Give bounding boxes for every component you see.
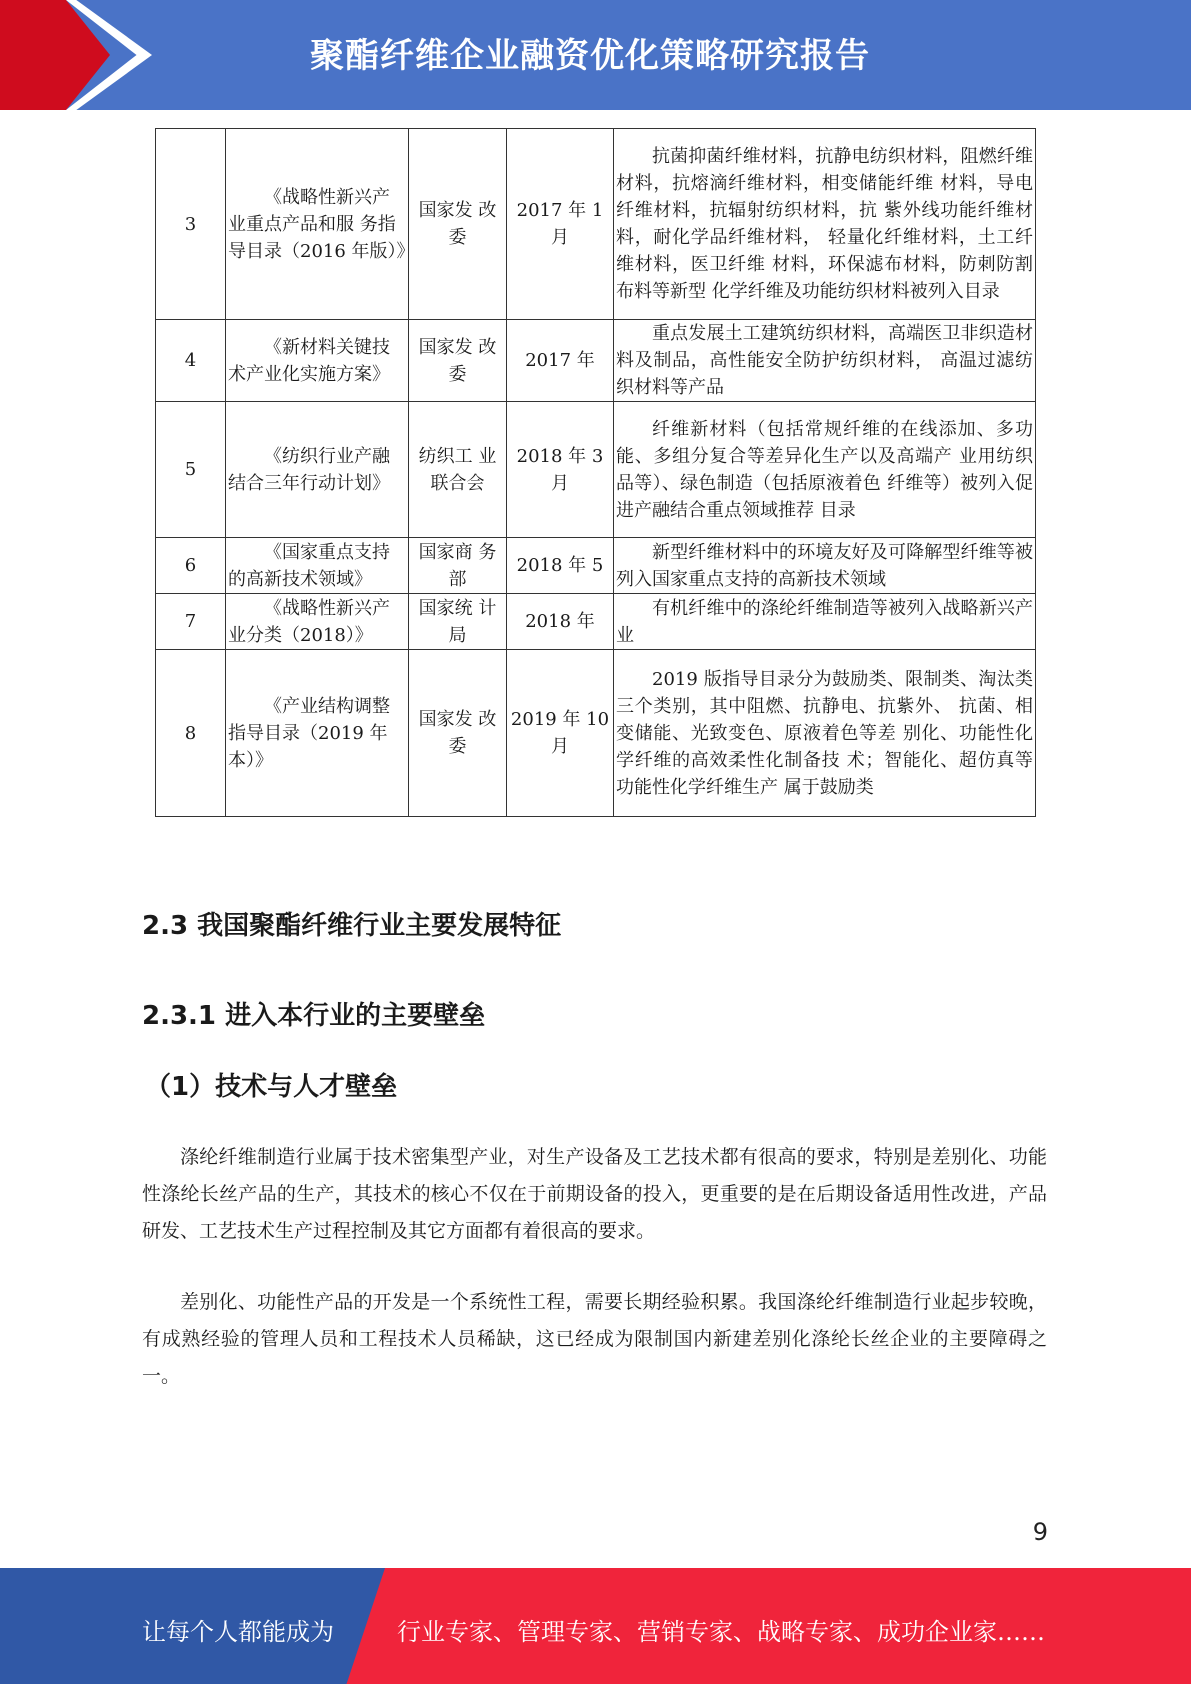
row-number: 6	[156, 538, 226, 594]
issuing-department: 国家发 改委	[409, 320, 507, 402]
report-title: 聚酯纤维企业融资优化策略研究报告	[310, 36, 870, 76]
policy-name: 《战略性新兴产业分类（2018）》	[226, 594, 409, 650]
page-header	[0, 0, 1191, 110]
issue-date: 2017 年 1 月	[507, 129, 614, 320]
issuing-department: 纺织工 业联合会	[409, 402, 507, 538]
table-row	[156, 402, 1036, 538]
row-number: 5	[156, 402, 226, 538]
issue-date: 2018 年 3 月	[507, 402, 614, 538]
policy-description: 2019 版指导目录分为鼓励类、限制类、淘汰类三个类别，其中阻燃、抗静电、抗紫外、 抗菌、相变储能、光致变色、原液着色等差 别化、功能性化学纤维的高效柔性化制备技 术；智能化、超仿真等功能性化学纤维生产 属于鼓励类	[614, 650, 1036, 817]
issue-date: 2018 年 5	[507, 538, 614, 594]
policy-table	[155, 128, 1036, 817]
policy-description: 抗菌抑菌纤维材料，抗静电纺织材料，阻燃纤维材料，抗熔滴纤维材料，相变储能纤维 材料，导电纤维材料，抗辐射纺织材料，抗 紫外线功能纤维材料，耐化学品纤维材料， 轻量化纤维材料，土工纤维材料，医卫纤维 材料，环保滤布材料，防刺防割布料等新型 化学纤维及功能纺织材料被列入目录	[614, 129, 1036, 320]
issue-date: 2019 年 10 月	[507, 650, 614, 817]
subsubsection-heading: （1）技术与人才壁垒	[145, 1072, 398, 1102]
issue-date: 2018 年	[507, 594, 614, 650]
row-number: 8	[156, 650, 226, 817]
table-row	[156, 129, 1036, 320]
policy-name: 《纺织行业产融结合三年行动计划》	[226, 402, 409, 538]
row-number: 4	[156, 320, 226, 402]
table-row	[156, 594, 1036, 650]
issue-date: 2017 年	[507, 320, 614, 402]
body-paragraph: 涤纶纤维制造行业属于技术密集型产业，对生产设备及工艺技术都有很高的要求，特别是差别化、功能性涤纶长丝产品的生产，其技术的核心不仅在于前期设备的投入，更重要的是在后期设备适用性改进，产品研发、工艺技术生产过程控制及其它方面都有着很高的要求。	[142, 1146, 1047, 1242]
page-number: 9	[1032, 1518, 1048, 1546]
section-heading: 2.3 我国聚酯纤维行业主要发展特征	[142, 911, 562, 941]
subsection-heading: 2.3.1 进入本行业的主要壁垒	[142, 1001, 486, 1031]
page-footer	[0, 1568, 1191, 1684]
table-row	[156, 538, 1036, 594]
issuing-department: 国家发 改委	[409, 650, 507, 817]
policy-description: 有机纤维中的涤纶纤维制造等被列入战略新兴产业	[614, 594, 1036, 650]
policy-name: 《国家重点支持的高新技术领域》	[226, 538, 409, 594]
issuing-department: 国家发 改委	[409, 129, 507, 320]
issuing-department: 国家商 务部	[409, 538, 507, 594]
policy-description: 纤维新材料（包括常规纤维的在线添加、多功能、多组分复合等差异化生产以及高端产 业用纺织品等）、绿色制造（包括原液着色 纤维等）被列入促进产融结合重点领域推荐 目录	[614, 402, 1036, 538]
footer-slogan-left: 让每个人都能成为	[142, 1618, 334, 1646]
policy-name: 《战略性新兴产业重点产品和服 务指导目录（2016 年版）》	[226, 129, 409, 320]
policy-name: 《产业结构调整指导目录（2019 年本）》	[226, 650, 409, 817]
policy-description: 新型纤维材料中的环境友好及可降解型纤维等被列入国家重点支持的高新技术领域	[614, 538, 1036, 594]
table-row	[156, 650, 1036, 817]
table-row	[156, 320, 1036, 402]
policy-description: 重点发展土工建筑纺织材料，高端医卫非织造材料及制品，高性能安全防护纺织材料， 高温过滤纺织材料等产品	[614, 320, 1036, 402]
row-number: 7	[156, 594, 226, 650]
policy-name: 《新材料关键技术产业化实施方案》	[226, 320, 409, 402]
footer-slogan-right: 行业专家、管理专家、营销专家、战略专家、成功企业家……	[397, 1618, 1045, 1646]
body-paragraph: 差别化、功能性产品的开发是一个系统性工程，需要长期经验积累。我国涤纶纤维制造行业起步较晚，有成熟经验的管理人员和工程技术人员稀缺，这已经成为限制国内新建差别化涤纶长丝企业的主要障碍之一。	[142, 1291, 1047, 1387]
issuing-department: 国家统 计局	[409, 594, 507, 650]
row-number: 3	[156, 129, 226, 320]
